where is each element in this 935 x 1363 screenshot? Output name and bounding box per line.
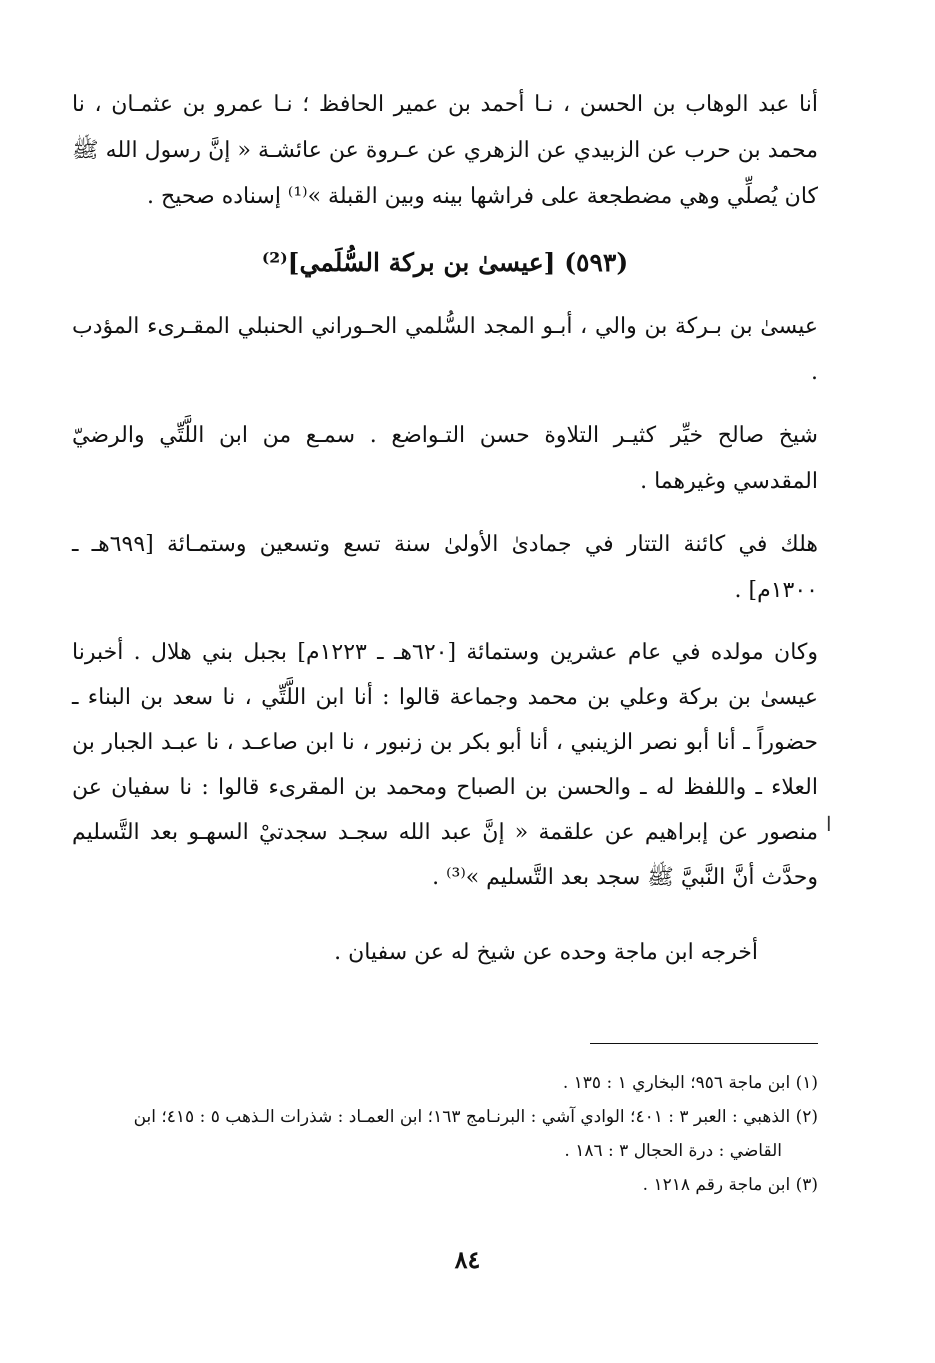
footnotes (72, 1066, 818, 1202)
paragraph-birth-and-narration: وكان مولده في عام عشرين وستمائة [٦٢٠هـ ـ ١٢٢٣م] بجبل بني هلال . أخبرنا عيسىٰ بن بركة وعلي بن محمد وجماعة قالوا : أنا ابن اللَّتِّي ، نا سعد بن البناء ـ حضوراً ـ أنا أبو نصر الزينبي ، أنا أبو بكر بن زنبور ، نا ابن صاعـد ، نا عبـد الجبار بن العلاء ـ واللفظ له ـ والحسن بن الصباح ومحمد بن المقرىء قالوا : نا سفيان عن منصور عن إبراهيم عن علقمة « إنَّ عبد الله سجـد سجدتيْ السهـو بعد التَّسليم وحدَّث أنَّ النَّبيَّ ﷺ سجد بعد التَّسليم »⁽³⁾ . (72, 640, 819, 890)
entry-heading: (٥٩٣) [عيسىٰ بن بركة السُّلَمي]⁽²⁾ (261, 248, 629, 277)
paragraph-hadith-isnad: أنا عبد الوهاب بن الحسن ، نـا أحمد بن عمير الحافظ ؛ نـا عمرو بن عثمـان ، نا محمد بن حرب عن الزبيدي عن الزهري عن عـروة عن عائشـة « إنَّ رسول الله ﷺ كان يُصلِّي وهي مضطجعة على فراشها بينه وبين القبلة »⁽¹⁾ إسناده صحيح . (72, 92, 818, 209)
footnote-2-continued: القاضي : درة الحجال ٣ : ١٨٦ . (564, 1141, 782, 1161)
paragraph-takhrij: أخرجه ابن ماجة وحده عن شيخ له عن سفيان . (334, 940, 758, 965)
margin-mark: ا (826, 812, 832, 836)
footnote-1: (١) ابن ماجة ٩٥٦؛ البخاري ١ : ١٣٥ . (562, 1073, 818, 1093)
paragraph-description: شيخ صالح خيِّر كثيـر التلاوة حسن التـواضع . سمـع من ابن اللَّتِّي والرضيّ المقدسي وغيرهما . (72, 423, 818, 494)
footnote-3: (٣) ابن ماجة رقم ١٢١٨ . (642, 1175, 818, 1195)
footnote-divider (590, 1043, 818, 1044)
paragraph-name-lineage: عيسىٰ بن بـركة بن والي ، أبـو المجد السُّلمي الحـوراني الحنبلي المقـرىء المؤدب . (72, 314, 818, 385)
footnote-2: (٢) الذهبي : العبر ٣ : ٤٠١؛ الوادي آشي : البرنـامج ١٦٣؛ ابن العمـاد : شذرات الـذهب ٥ : ٤١٥؛ ابن (133, 1107, 818, 1127)
paragraph-death: هلك في كائنة التتار في جمادىٰ الأولىٰ سنة تسع وتسعين وستمـائة [٦٩٩هـ ـ ١٣٠٠م] . (72, 532, 818, 603)
page-number: ٨٤ (454, 1245, 481, 1274)
